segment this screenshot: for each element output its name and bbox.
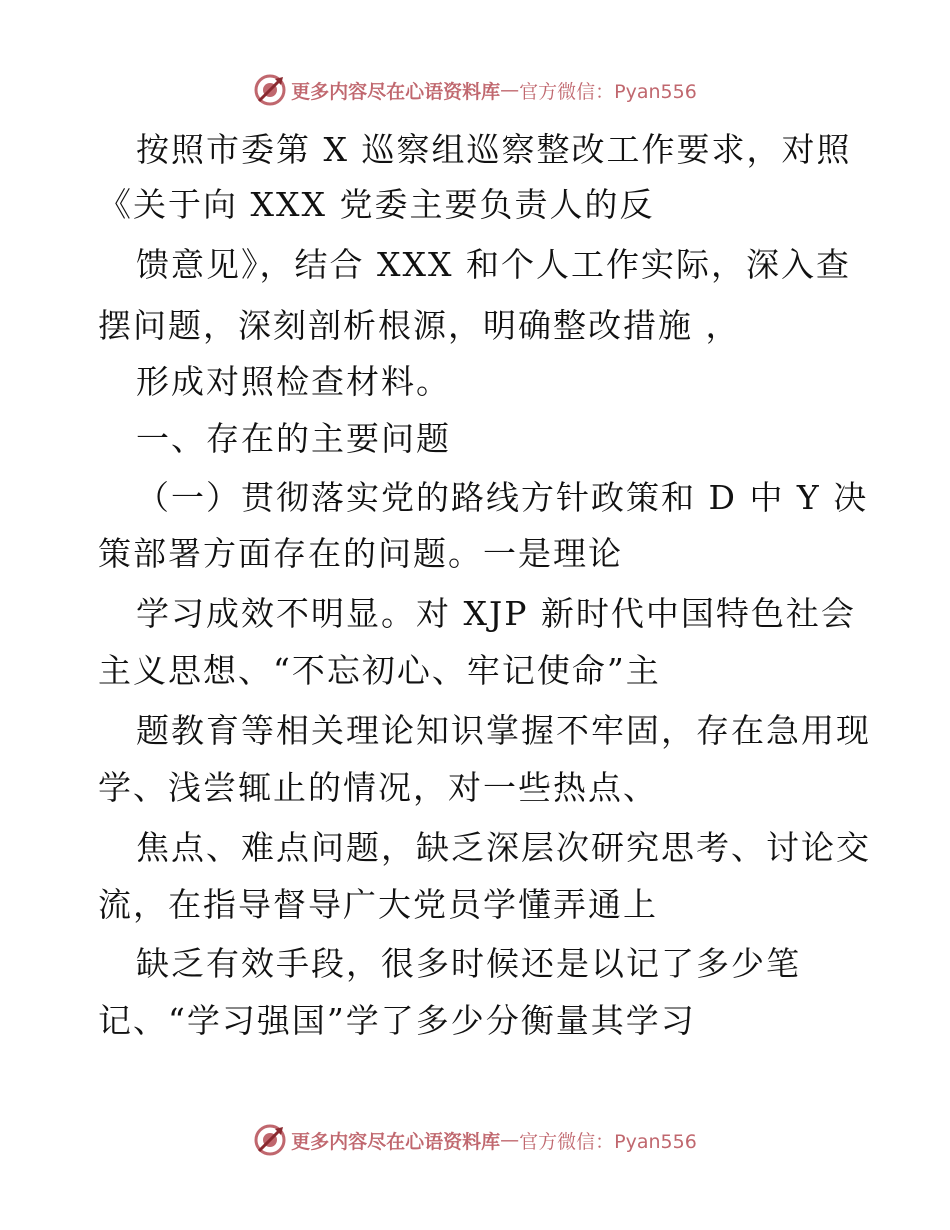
body-line: 《关于向 XXX 党委主要负责人的反 (98, 185, 655, 224)
section-heading: 一、存在的主要问题 (136, 419, 451, 458)
header-site-text: 更多内容尽在心语资料库 (291, 80, 501, 103)
body-line: 按照市委第 X 巡察组巡察整改工作要求，对照 (136, 130, 852, 169)
body-line: 学、浅尝辄止的情况，对一些热点、 (98, 768, 658, 807)
footer-separator: — (500, 1129, 520, 1151)
body-line: 焦点、难点问题，缺乏深层次研究思考、讨论交 (136, 828, 871, 867)
body-line: 形成对照检查材料。 (136, 362, 451, 401)
body-line: 策部署方面存在的问题。一是理论 (98, 534, 623, 573)
footer-banner (0, 1120, 950, 1160)
header-banner (0, 70, 950, 110)
header-wechat-text: 官方微信：Pyan556 (519, 80, 697, 103)
brand-logo-icon (253, 73, 287, 107)
body-line: 题教育等相关理论知识掌握不牢固，存在急用现 (136, 711, 871, 750)
header-separator: — (500, 79, 520, 101)
body-line: 流，在指导督导广大党员学懂弄通上 (98, 885, 658, 924)
footer-site-text: 更多内容尽在心语资料库 (291, 1130, 501, 1153)
body-line: 记、“学习强国”学了多少分衡量其学习 (98, 1001, 696, 1040)
body-line: 学习成效不明显。对 XJP 新时代中国特色社会 (136, 594, 856, 633)
footer-wechat-text: 官方微信：Pyan556 (519, 1130, 697, 1153)
body-line: 主义思想、“不忘初心、牢记使命”主 (98, 651, 661, 690)
subsection-heading: （一）贯彻落实党的路线方针政策和 D 中 Y 决 (136, 478, 869, 517)
body-line: 馈意见》，结合 XXX 和个人工作实际，深入查 (136, 245, 851, 284)
body-line: 缺乏有效手段，很多时候还是以记了多少笔 (136, 944, 801, 983)
brand-logo-icon (253, 1123, 287, 1157)
body-line: 摆问题，深刻剖析根源，明确整改措施 ， (98, 306, 741, 345)
